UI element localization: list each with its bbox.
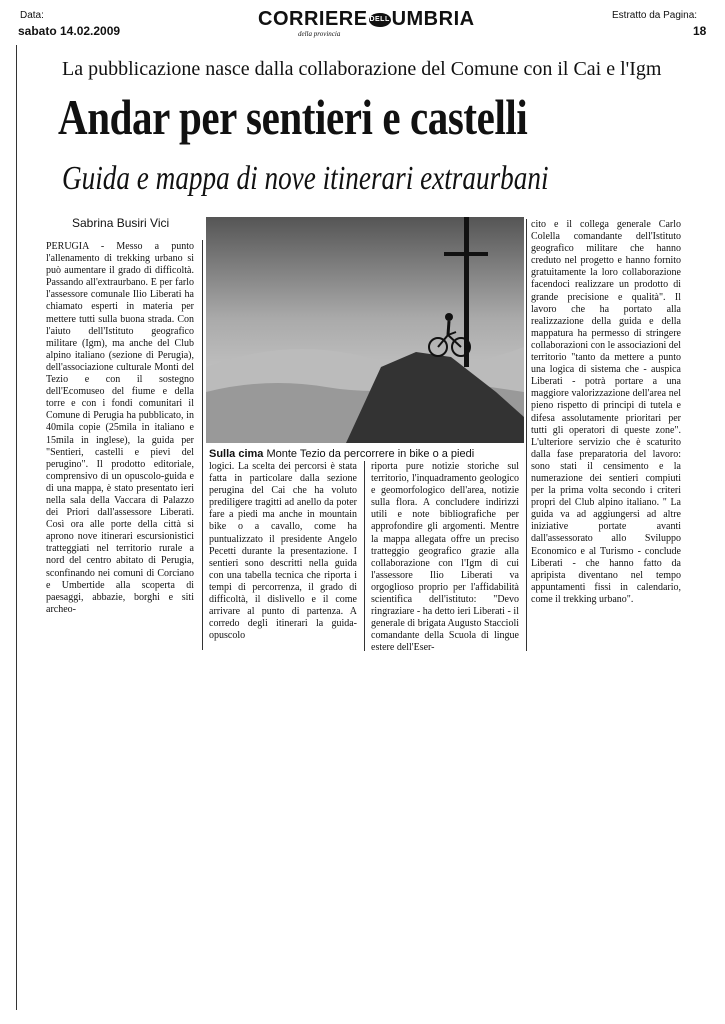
masthead-right: UMBRIA bbox=[391, 8, 475, 30]
page-extract-label: Estratto da Pagina: bbox=[612, 10, 698, 21]
article-subheadline: Guida e mappa di nove itinerari extraurbani bbox=[62, 160, 549, 197]
newspaper-logo bbox=[258, 8, 475, 31]
column-divider-2 bbox=[364, 461, 365, 651]
article-overline: La pubblicazione nasce dalla collaborazione del Comune con il Cai e l'Igm bbox=[62, 58, 662, 80]
article-column-1 bbox=[46, 241, 194, 616]
photo-caption bbox=[209, 448, 474, 460]
column-3-text: riporta pure notizie storiche sul territorio, l'inquadramento geologico e geomorfologico dell'area, notizie sulla flora. A concludere indirizzi utili e note bibliografiche per approfondire gli argomenti. Mentre la mappa allegata offre un preciso tratteggio geografico grazie alla collaborazione con l'Igm di cui l'assessore Ilio Liberati va orgoglioso proprio per l'affidabilità scientifica dell'istituto: "Devo ringraziare - ha detto ieri Liberati - il generale di brigata Augusto Staccioli comandante della Scuola di lingue estere dell'Eser- bbox=[371, 461, 519, 654]
date-value: sabato 14.02.2009 bbox=[18, 24, 121, 38]
column-1-text: PERUGIA - Messo a punto l'allenamento di trekking urbano si può aumentare il grado di difficoltà. Passando all'extraurbano. E per farlo l'assessore comunale Ilio Liberati ha chiamato esperti in materia per mettere tutti sulla buona strada. Con l'aiuto dell'Istituto geografico militare (Igm), ma anche del Club alpino italiano (sezione di Perugia), dell'associazione culturale Monti del Tezio e con il sostegno dell'Ecomuseo del fiume e della torre e con i fondi comunitari il Comune di Perugia ha pubblicato, in 40mila copie (25mila in italiano e 15mila in inglese), la guida per "Sentieri, castelli e pievi del perugino". Il prodotto editoriale, comprensivo di un opuscolo-guida e di una mappa, è stato presentato ieri nella sala della Vaccara di Palazzo dei Priori dall'assessore Liberati. Così ora alle porte della città si aprono nove itinerari escursionistici tratteggiati nel territorio rurale a nord del centro abitato di Perugia, sconfinando nei comuni di Corciano e Umbertide alla scoperta di paesaggi, abbazie, borghi e siti archeo- bbox=[46, 241, 194, 615]
article-byline: Sabrina Busiri Vici bbox=[72, 216, 170, 230]
article-column-4 bbox=[531, 219, 681, 606]
article-headline: Andar per sentieri e castelli bbox=[58, 89, 528, 145]
column-4-text: cito e il collega generale Carlo Colella comandante dell'Istituto geografico militare che hanno creduto nel progetto e hanno fornito gratuitamente la loro collaborazione facendoci realizzare un prodotto di grande precisione e qualità". Il lavoro che ha portato alla realizzazione della guida e della mappatura ha permesso di stringere collaborazioni con le associazioni del territorio "tanto da mettere a punto una logica di sistema che - auspica Liberati - potrà portare a una maggiore valorizzazione dell'area nel pieno rispetto di principi di tutela e difesa assolutamente prioritari per tutti gli operatori di queste zone". L'ulteriore servizio che è scaturito dalla fase preparatoria del lavoro: sono stati il censimento e la numerazione dei sentieri compiuti per la prima volta secondo i criteri propri del Club alpino italiano. " La guida va ad aggiungersi ad altre iniziative portate avanti dall'assessorato allo Sviluppo Economico e al Turismo - conclude Liberati - che hanno fatto da apripista diventano nel tempo appuntamenti fissi in calendario, come il trekking urbano". bbox=[531, 219, 681, 605]
masthead-subtitle: della provincia bbox=[298, 30, 341, 38]
article-column-3 bbox=[371, 461, 519, 655]
date-label: Data: bbox=[20, 10, 44, 21]
article-column-2 bbox=[209, 461, 357, 642]
mountain-photo-graphic bbox=[206, 217, 524, 443]
column-divider-1 bbox=[202, 240, 203, 650]
page-number: 18 bbox=[693, 24, 707, 38]
masthead-della: DELL bbox=[369, 13, 391, 27]
caption-bold: Sulla cima bbox=[209, 448, 264, 460]
article-photo bbox=[206, 217, 524, 443]
page-border-line bbox=[16, 45, 17, 1010]
column-divider-3 bbox=[526, 219, 527, 651]
masthead-left: CORRIERE bbox=[258, 8, 368, 30]
column-2-text: logici. La scelta dei percorsi è stata fatta in particolare dalla sezione perugina del Cai che ha voluto prediligere tragitti ad anello da poter fare a piedi ma anche in mountain bike o a cavallo, come ha puntualizzato il presidente Angelo Pecetti durante la presentazione. I sentieri sono descritti nella guida con una tabella tecnica che riporta i tempi di percorrenza, il grado di difficoltà, il dislivello e il come arrivare al punto di partenza. A corredo degli itinerari la guida-opuscolo bbox=[209, 461, 357, 642]
caption-text: Monte Tezio da percorrere in bike o a piedi bbox=[263, 448, 475, 460]
